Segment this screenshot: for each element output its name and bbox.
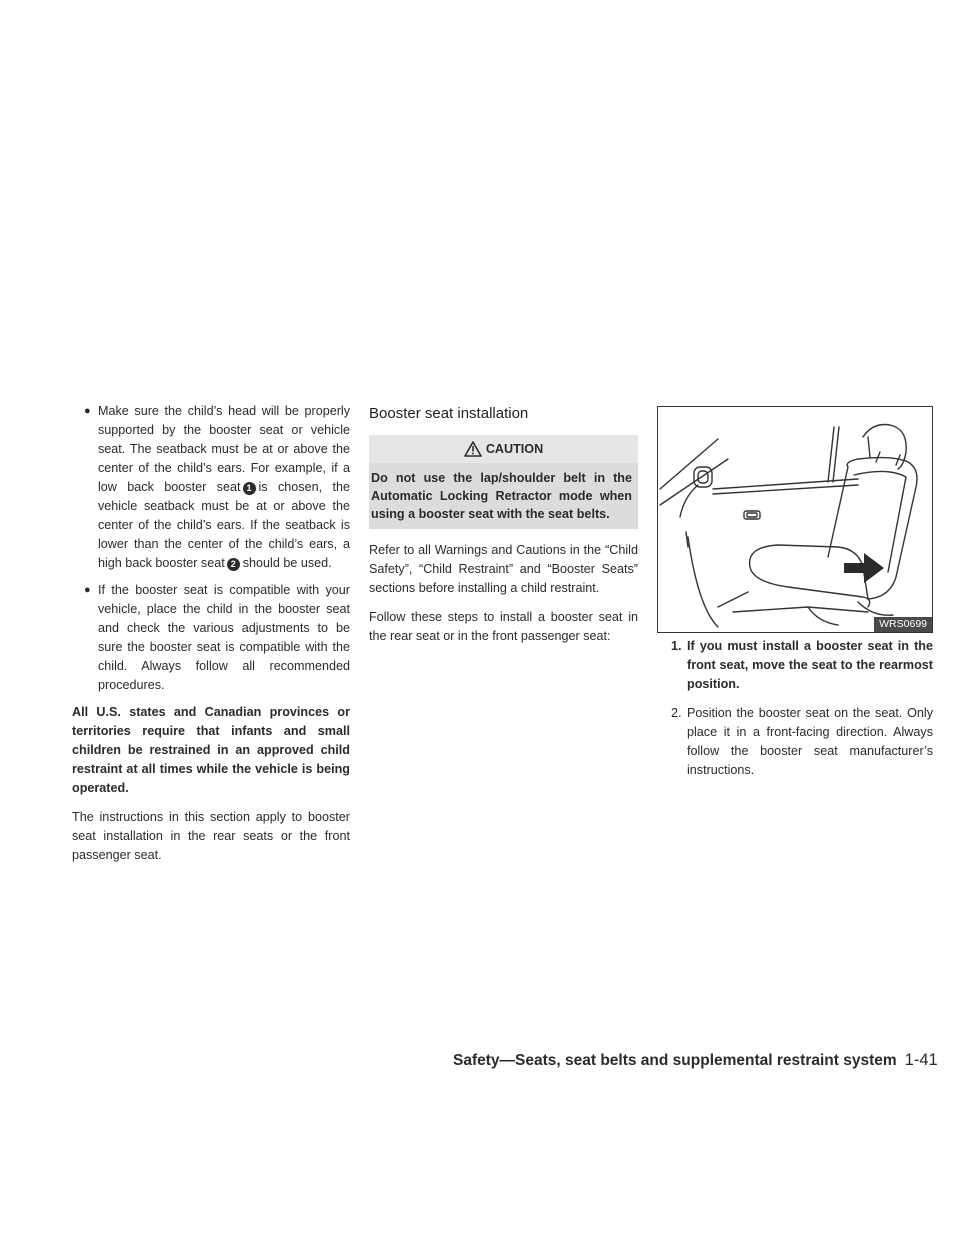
callout-1-marker: 1 — [243, 482, 256, 495]
step-number: 1. — [671, 639, 682, 653]
caution-text: Do not use the lap/shoulder belt in the Automatic Locking Retractor mode when using a booster seat with the seat belts. — [371, 471, 632, 521]
bullet-text-c: should be used. — [242, 556, 332, 570]
step-1 — [657, 637, 933, 694]
legal-requirement-paragraph: All U.S. states and Canadian provinces or territories require that infants and small children be restrained in an approved child restraint at all times while the vehicle is being operated. — [72, 705, 350, 795]
bullet-compat-text: If the booster seat is compatible with your vehicle, place the child in the booster seat and check the various adjustments to be sure the booster seat is compatible with the child. Always follow all recommended procedures. — [98, 583, 350, 692]
caution-box — [369, 435, 638, 529]
bullet-compatibility — [72, 581, 350, 695]
callout-2-marker: 2 — [227, 558, 240, 571]
follow-steps-paragraph: Follow these steps to install a booster seat in the rear seat or in the front passenger seat: — [369, 610, 638, 643]
footer-section-title: Safety—Seats, seat belts and supplemental restraint system — [453, 1052, 897, 1069]
bullet-text-a: Make sure the child’s head will be properly supported by the booster seat or vehicle seat. The seatback must be at or above the center of the child’s ears. For example, if a low back booster seat — [98, 404, 350, 494]
front-seat-drawing — [658, 407, 932, 632]
instructions-scope-paragraph: The instructions in this section apply to booster seat installation in the rear seats or the front passenger seat. — [72, 810, 350, 862]
bullet-dot: ● — [84, 405, 91, 417]
step-number: 2. — [671, 706, 682, 720]
bullet-text-b: is chosen, the vehicle seatback must be at or above the center of the child’s ears. If the seatback is lower than the center of the child’s ears, a high back booster seat — [98, 480, 350, 570]
page-footer — [453, 1051, 938, 1070]
step-2 — [657, 704, 933, 780]
warning-triangle-icon — [464, 441, 482, 457]
step-text: If you must install a booster seat in the front seat, move the seat to the rearmost position. — [687, 639, 933, 691]
middle-column — [369, 402, 638, 656]
step-text: Position the booster seat on the seat. Only place it in a front-facing direction. Always follow the booster seat manufacturer’s instructions. — [687, 706, 933, 777]
bullet-dot: ● — [84, 584, 91, 596]
section-title: Booster seat installation — [369, 405, 529, 422]
page-number: 1-41 — [904, 1051, 938, 1069]
arrow-right-icon — [844, 553, 884, 583]
figure-label: WRS0699 — [874, 617, 932, 632]
seat-illustration — [657, 406, 933, 633]
caution-header — [369, 435, 638, 463]
caution-label: CAUTION — [485, 441, 544, 456]
right-column — [657, 406, 933, 790]
bullet-head-support — [72, 402, 350, 573]
refer-warnings-paragraph: Refer to all Warnings and Cautions in the “Child Safety”, “Child Restraint” and “Booster Seats” sections before installing a child restraint. — [369, 543, 638, 595]
left-column — [72, 402, 350, 875]
